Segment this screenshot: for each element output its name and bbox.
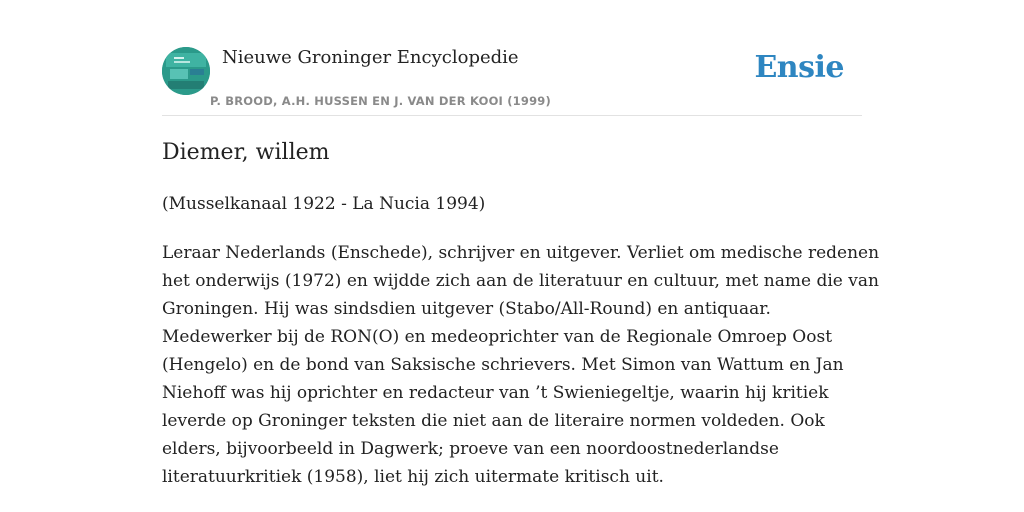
entry-title: Diemer, willem — [162, 140, 330, 165]
book-cover-icon[interactable] — [162, 47, 210, 95]
book-authors: P. BROOD, A.H. HUSSEN EN J. VAN DER KOOI (1999) — [210, 94, 551, 108]
body-line: Groningen. Hij was sindsdien uitgever (Stabo/All-Round) en antiquaar. — [162, 299, 771, 319]
body-line: Leraar Nederlands (Enschede), schrijver en uitgever. Verliet om medische redenen — [162, 243, 880, 263]
header — [162, 44, 862, 116]
body-line: Medewerker bij de RON(O) en medeoprichter van de Regionale Omroep Oost — [162, 327, 833, 347]
brand-logo[interactable]: Ensie — [754, 50, 844, 85]
body-line: leverde op Groninger teksten die niet aan de literaire normen voldeden. Ook — [162, 411, 825, 431]
body-line: elders, bijvoorbeeld in Dagwerk; proeve van een noordoostnederlandse — [162, 439, 779, 459]
entry-subtitle: (Musselkanaal 1922 - La Nucia 1994) — [162, 194, 486, 214]
body-line: Niehoff was hij oprichter en redacteur van ’t Swieniegeltje, waarin hij kritiek — [162, 383, 829, 403]
entry-body — [162, 239, 880, 491]
body-line: literatuurkritiek (1958), liet hij zich uitermate kritisch uit. — [162, 467, 664, 487]
body-line: het onderwijs (1972) en wijdde zich aan de literatuur en cultuur, met name die van — [162, 271, 879, 291]
book-title[interactable]: Nieuwe Groninger Encyclopedie — [222, 47, 519, 68]
body-line: (Hengelo) en de bond van Saksische schrievers. Met Simon van Wattum en Jan — [162, 355, 844, 375]
